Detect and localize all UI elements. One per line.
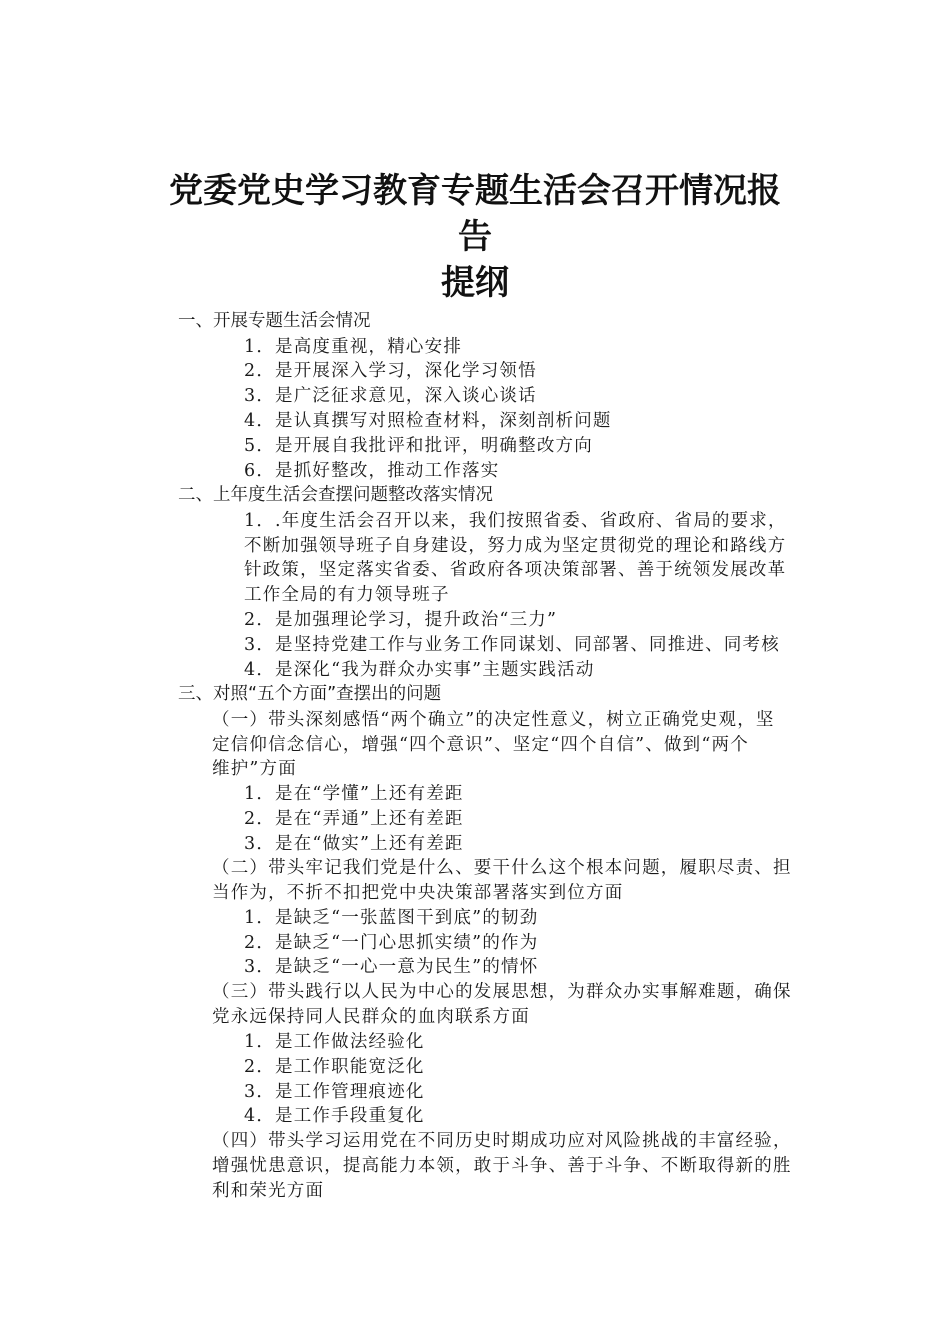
subsection-line: 定信仰信念信心，增强“四个意识”、坚定“四个自信”、做到“两个 [212,735,749,755]
list-item: 6．是抓好整改，推动工作落实 [244,461,500,481]
list-item: 3．是工作管理痕迹化 [244,1082,425,1102]
document-title-line1: 党委党史学习教育专题生活会召开情况报 [169,171,781,211]
subsection-line: 增强忧患意识，提高能力本领，敢于斗争、善于斗争、不断取得新的胜 [212,1156,792,1176]
list-item: 1．是高度重视，精心安排 [244,337,463,357]
paragraph-line: 不断加强领导班子自身建设，努力成为坚定贯彻党的理论和路线方 [244,536,787,556]
list-item: 3．是缺乏“一心一意为民生”的情怀 [244,957,539,977]
list-item: 5．是开展自我批评和批评，明确整改方向 [244,436,593,456]
paragraph-line: 工作全局的有力领导班子 [244,585,450,605]
list-item: 1．是缺乏“一张蓝图干到底”的韧劲 [244,908,539,928]
list-item: 3．是坚持党建工作与业务工作同谋划、同部署、同推进、同考核 [244,635,780,655]
list-item: 2．是加强理论学习，提升政治“三力” [244,610,558,630]
paragraph-line: 针政策，坚定落实省委、省政府各项决策部署、善于统领发展改革 [244,560,787,580]
section-heading: 三、对照“五个方面”查摆出的问题 [178,684,442,704]
section-heading: 一、开展专题生活会情况 [178,311,371,331]
list-item: 4．是深化“我为群众办实事”主题实践活动 [244,660,595,680]
list-item: 2．是在“弄通”上还有差距 [244,809,464,829]
subsection-line: （二）带头牢记我们党是什么、要干什么这个根本问题，履职尽责、担 [212,858,792,878]
subsection-line: （四）带头学习运用党在不同历史时期成功应对风险挑战的丰富经验， [212,1131,792,1151]
subsection-line: （一）带头深刻感悟“两个确立”的决定性意义，树立正确党史观，坚 [212,710,775,730]
subsection-line: 党永远保持同人民群众的血肉联系方面 [212,1007,530,1027]
list-item: 2．是开展深入学习，深化学习领悟 [244,361,537,381]
subsection-line: 当作为，不折不扣把党中央决策部署落实到位方面 [212,883,624,903]
list-item: 2．是工作职能宽泛化 [244,1057,425,1077]
list-item: 4．是工作手段重复化 [244,1106,425,1126]
document-title-line2: 告 [458,217,492,257]
list-item: 3．是在“做实”上还有差距 [244,834,464,854]
document-subtitle: 提纲 [441,263,509,303]
paragraph-line: 1．.年度生活会召开以来，我们按照省委、省政府、省局的要求， [244,511,787,531]
subsection-line: （三）带头践行以人民为中心的发展思想，为群众办实事解难题，确保 [212,982,792,1002]
list-item: 4．是认真撰写对照检查材料，深刻剖析问题 [244,411,612,431]
list-item: 1．是工作做法经验化 [244,1032,425,1052]
section-heading: 二、上年度生活会查摆问题整改落实情况 [178,485,493,505]
list-item: 1．是在“学懂”上还有差距 [244,784,464,804]
list-item: 3．是广泛征求意见，深入谈心谈话 [244,386,537,406]
subsection-line: 利和荣光方面 [212,1181,325,1201]
list-item: 2．是缺乏“一门心思抓实绩”的作为 [244,933,539,953]
subsection-line: 维护”方面 [212,759,297,779]
